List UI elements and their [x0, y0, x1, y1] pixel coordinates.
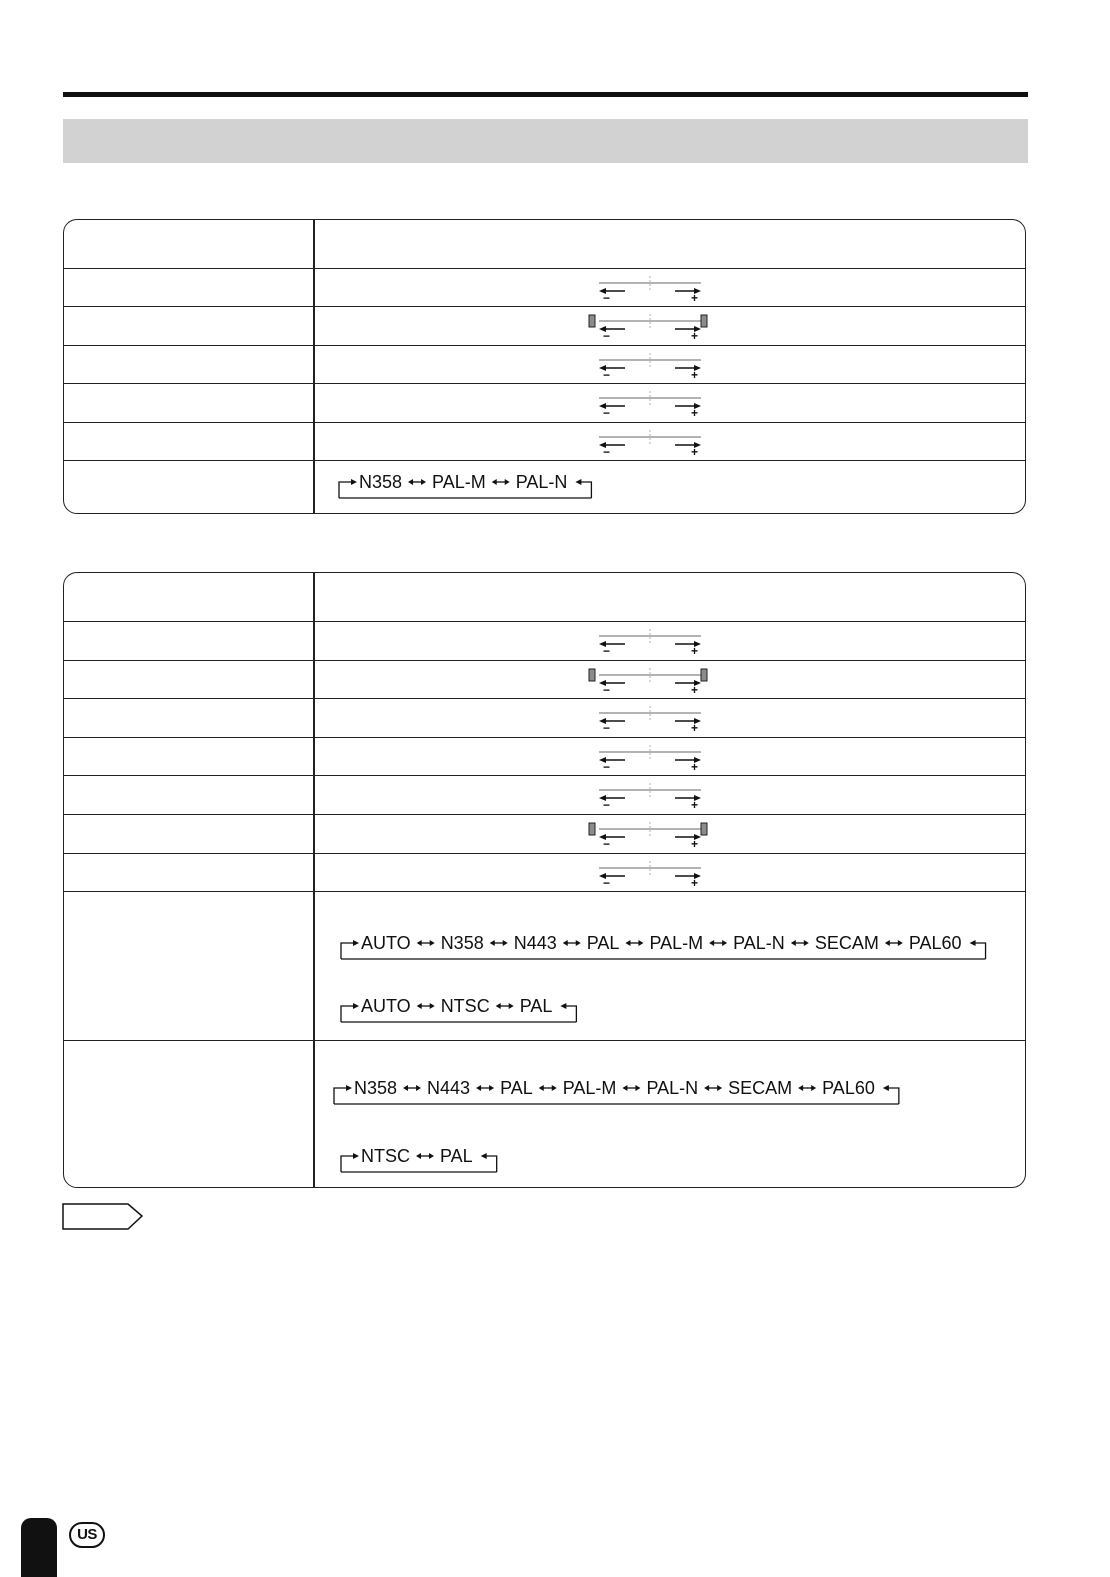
double-arrow-icon	[798, 1085, 816, 1091]
table-row	[64, 268, 1025, 306]
table-row-system	[64, 460, 1025, 514]
cycle-option: PAL-N	[733, 933, 785, 953]
minus-label: −	[603, 444, 611, 459]
cycle-option: PAL-N	[646, 1078, 699, 1098]
plus-label: +	[691, 367, 699, 382]
table-row	[64, 737, 1025, 776]
table-row	[64, 345, 1025, 383]
slider-min-stop	[589, 315, 595, 327]
slider-cell	[315, 346, 1025, 383]
table-row-input-system	[64, 891, 1025, 1040]
cycle-option: PAL-M	[562, 1078, 617, 1098]
slider-scale	[585, 778, 715, 812]
cycle-option: PAL60	[908, 933, 962, 953]
plus-label: +	[691, 682, 699, 697]
page-edge-tab	[21, 1518, 57, 1577]
double-arrow-icon	[563, 940, 581, 946]
minus-label: −	[603, 759, 611, 774]
plus-label: +	[691, 406, 699, 421]
slider-max-stop	[701, 823, 707, 835]
slider-scale	[585, 856, 715, 890]
minus-label: −	[603, 329, 611, 344]
table-row	[64, 383, 1025, 421]
plus-label: +	[691, 759, 699, 774]
double-arrow-icon	[622, 1085, 640, 1091]
cycle-option: N443	[513, 933, 557, 953]
slider-cell	[315, 738, 1025, 776]
input-system-cell	[315, 892, 1025, 1040]
cycle-option: N358	[359, 472, 403, 492]
plus-label: +	[691, 721, 699, 736]
slider-cell	[315, 661, 1025, 699]
table-row	[64, 306, 1025, 344]
double-arrow-icon	[791, 940, 809, 946]
cycle-option: PAL	[440, 1146, 473, 1166]
cycle-option: PAL-M	[649, 933, 704, 953]
cycle-option: SECAM	[728, 1078, 793, 1098]
minus-label: −	[603, 682, 611, 697]
cycle-option: PAL	[500, 1078, 533, 1098]
double-arrow-icon	[408, 479, 426, 485]
double-arrow-icon	[496, 1003, 514, 1009]
table-row	[64, 775, 1025, 814]
note-tag-icon	[62, 1203, 144, 1231]
plus-label: +	[691, 837, 699, 851]
cycle-option: AUTO	[361, 996, 411, 1016]
table-row	[64, 660, 1025, 699]
slider-scale	[585, 271, 715, 305]
cycle-option: N443	[427, 1078, 471, 1098]
double-arrow-icon	[476, 1085, 494, 1091]
slider-cell	[315, 854, 1025, 892]
slider-scale	[585, 740, 715, 774]
plus-label: +	[691, 291, 699, 305]
cycle-option: SECAM	[814, 933, 879, 953]
table-header-row	[64, 573, 1025, 621]
cycle-option: NTSC	[440, 996, 490, 1016]
slider-cell	[315, 269, 1025, 306]
slider-max-stop	[701, 669, 707, 681]
minus-label: −	[603, 837, 611, 851]
slider-cell	[315, 815, 1025, 853]
table-row	[64, 621, 1025, 660]
table-row	[64, 853, 1025, 892]
table-header-row	[64, 220, 1025, 268]
double-arrow-icon	[417, 1003, 435, 1009]
slider-scale	[585, 701, 715, 735]
plus-label: +	[691, 329, 699, 344]
section-title-band	[63, 119, 1028, 163]
minus-label: −	[603, 406, 611, 421]
double-arrow-icon	[539, 1085, 557, 1091]
cycle-option: PAL	[586, 933, 620, 953]
slider-scale	[585, 348, 715, 382]
slider-scale	[585, 624, 715, 658]
plus-label: +	[691, 875, 699, 890]
table-row-output-system	[64, 1040, 1025, 1188]
slider-min-stop	[589, 669, 595, 681]
double-arrow-icon	[403, 1085, 421, 1091]
slider-cell	[315, 384, 1025, 421]
cycle-option: PAL60	[822, 1078, 875, 1098]
top-rule	[63, 92, 1028, 97]
output-system-cell	[315, 1041, 1025, 1188]
region-badge: US	[69, 1522, 105, 1548]
minus-label: −	[603, 367, 611, 382]
table-row	[64, 698, 1025, 737]
slider-max-stop	[701, 315, 707, 327]
slider-scale-with-stops	[585, 817, 715, 851]
input-system-cycle-a	[339, 926, 1026, 966]
slider-scale	[585, 386, 715, 420]
adjustment-table-2	[63, 572, 1026, 1188]
slider-cell	[315, 622, 1025, 660]
minus-label: −	[603, 291, 611, 305]
adjustment-table-1	[63, 219, 1026, 514]
table-row	[64, 814, 1025, 853]
double-arrow-icon	[625, 940, 643, 946]
slider-scale-with-stops	[585, 309, 715, 343]
double-arrow-icon	[492, 479, 510, 485]
double-arrow-icon	[417, 940, 435, 946]
output-system-cycle-a	[332, 1071, 942, 1111]
minus-label: −	[603, 875, 611, 890]
slider-scale-with-stops	[585, 663, 715, 697]
input-system-cycle-b	[339, 989, 599, 1029]
slider-scale	[585, 425, 715, 459]
cycle-option: PAL-N	[515, 472, 568, 492]
slider-cell	[315, 776, 1025, 814]
plus-label: +	[691, 644, 699, 658]
plus-label: +	[691, 798, 699, 813]
double-arrow-icon	[490, 940, 508, 946]
double-arrow-icon	[709, 940, 727, 946]
slider-cell	[315, 307, 1025, 344]
double-arrow-icon	[885, 940, 903, 946]
double-arrow-icon	[416, 1153, 434, 1159]
table-row	[64, 422, 1025, 460]
cycle-option: AUTO	[361, 933, 411, 953]
output-system-cycle-b	[339, 1139, 539, 1179]
slider-cell	[315, 699, 1025, 737]
slider-cell	[315, 423, 1025, 460]
minus-label: −	[603, 644, 611, 658]
double-arrow-icon	[704, 1085, 722, 1091]
cycle-option: PAL-M	[432, 472, 486, 492]
slider-min-stop	[589, 823, 595, 835]
plus-label: +	[691, 444, 699, 459]
system-cycle-diagram	[337, 465, 637, 505]
cycle-option: NTSC	[361, 1146, 410, 1166]
cycle-option: N358	[440, 933, 484, 953]
system-cycle-cell	[315, 461, 1025, 514]
minus-label: −	[603, 721, 611, 736]
cycle-option: N358	[354, 1078, 398, 1098]
minus-label: −	[603, 798, 611, 813]
cycle-option: PAL	[519, 996, 553, 1016]
